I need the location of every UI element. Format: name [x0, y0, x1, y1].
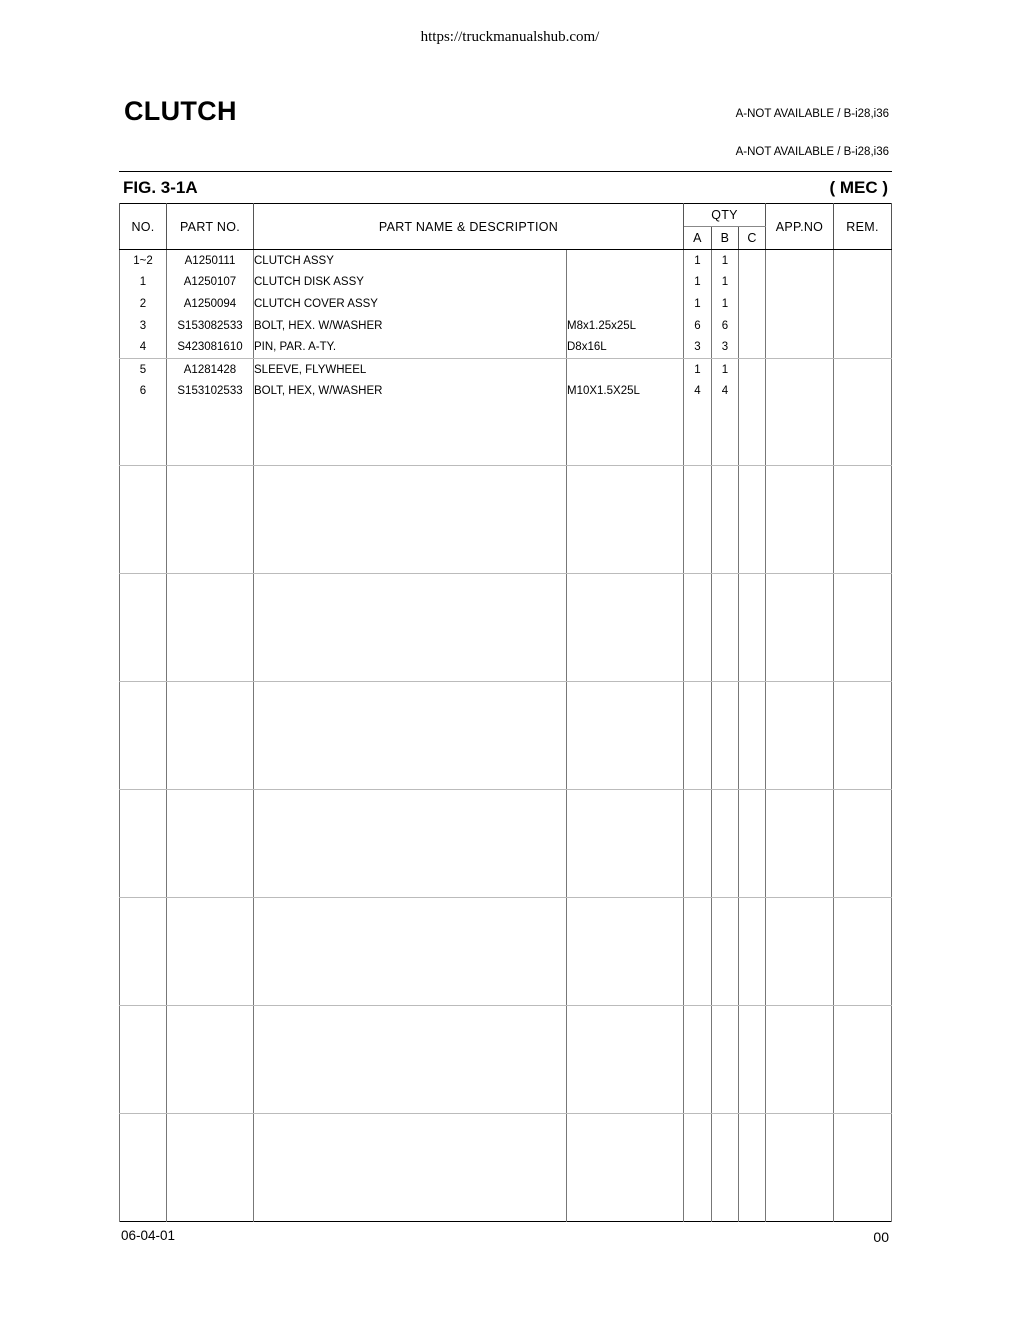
row-spec	[567, 250, 684, 272]
header-rule	[119, 171, 892, 172]
table-row	[120, 358, 892, 380]
table-row	[120, 790, 892, 898]
availability-note-2: A-NOT AVAILABLE / B-i28,i36	[735, 146, 889, 158]
row-part-name: SLEEVE, FLYWHEEL	[254, 358, 567, 380]
table-row	[120, 336, 892, 358]
row-qty-c	[739, 336, 766, 358]
row-rem	[834, 250, 892, 272]
table-row	[120, 1006, 892, 1114]
row-qty-a: 1	[684, 293, 712, 315]
row-qty-b: 1	[712, 358, 739, 380]
row-part-no: A1250111	[167, 250, 254, 272]
header-part-name: PART NAME & DESCRIPTION	[254, 204, 684, 250]
table-row	[120, 1114, 892, 1222]
header-qty: QTY	[684, 204, 766, 227]
header-qty-a: A	[684, 227, 712, 250]
row-part-name: PIN, PAR. A-TY.	[254, 336, 567, 358]
table-row	[120, 466, 892, 574]
row-qty-a: 4	[684, 381, 712, 403]
row-qty-b: 1	[712, 272, 739, 294]
row-part-no: S423081610	[167, 336, 254, 358]
row-app-no	[766, 250, 834, 272]
header-part-no: PART NO.	[167, 204, 254, 250]
header-rem: REM.	[834, 204, 892, 250]
row-app-no	[766, 336, 834, 358]
source-url: https://truckmanualshub.com/	[420, 29, 600, 45]
row-qty-a: 3	[684, 336, 712, 358]
row-qty-c	[739, 315, 766, 337]
row-qty-a: 1	[684, 358, 712, 380]
table-row	[120, 250, 892, 272]
row-spec: M8x1.25x25L	[567, 315, 684, 337]
row-rem	[834, 293, 892, 315]
row-app-no	[766, 381, 834, 403]
row-no: 4	[120, 336, 167, 358]
row-app-no	[766, 293, 834, 315]
row-qty-a: 6	[684, 315, 712, 337]
row-rem	[834, 315, 892, 337]
header-qty-b: B	[712, 227, 739, 250]
table-row	[120, 574, 892, 682]
figure-label: FIG. 3-1A	[123, 178, 198, 197]
footer-page-number: 00	[873, 1229, 889, 1245]
header-no: NO.	[120, 204, 167, 250]
row-spec	[567, 272, 684, 294]
row-qty-c	[739, 250, 766, 272]
table-row	[120, 381, 892, 403]
row-part-no: A1250107	[167, 272, 254, 294]
row-part-no: S153082533	[167, 315, 254, 337]
row-part-no: A1250094	[167, 293, 254, 315]
row-rem	[834, 358, 892, 380]
row-part-name: CLUTCH DISK ASSY	[254, 272, 567, 294]
row-qty-b: 3	[712, 336, 739, 358]
row-spec	[567, 358, 684, 380]
row-qty-b: 4	[712, 381, 739, 403]
row-spec: D8x16L	[567, 336, 684, 358]
row-no: 6	[120, 381, 167, 403]
table-row	[120, 293, 892, 315]
row-qty-c	[739, 358, 766, 380]
row-no: 5	[120, 358, 167, 380]
table-row	[120, 682, 892, 790]
row-part-name: BOLT, HEX, W/WASHER	[254, 381, 567, 403]
row-qty-c	[739, 381, 766, 403]
row-qty-b: 1	[712, 293, 739, 315]
row-part-no: A1281428	[167, 358, 254, 380]
table-row	[120, 898, 892, 1006]
row-no: 1	[120, 272, 167, 294]
row-rem	[834, 272, 892, 294]
table-row	[120, 402, 892, 466]
row-spec	[567, 293, 684, 315]
row-rem	[834, 381, 892, 403]
row-app-no	[766, 272, 834, 294]
row-rem	[834, 336, 892, 358]
row-app-no	[766, 358, 834, 380]
row-no: 2	[120, 293, 167, 315]
header-qty-c: C	[739, 227, 766, 250]
row-part-no: S153102533	[167, 381, 254, 403]
page-title: CLUTCH	[124, 96, 237, 126]
parts-table	[119, 203, 892, 1222]
footer-date: 06-04-01	[121, 1228, 176, 1243]
row-part-name: BOLT, HEX. W/WASHER	[254, 315, 567, 337]
row-qty-a: 1	[684, 250, 712, 272]
row-qty-c	[739, 272, 766, 294]
row-qty-c	[739, 293, 766, 315]
row-no: 1~2	[120, 250, 167, 272]
row-app-no	[766, 315, 834, 337]
table-row	[120, 315, 892, 337]
model-code: ( MEC )	[829, 178, 888, 197]
row-no: 3	[120, 315, 167, 337]
table-row	[120, 272, 892, 294]
row-spec: M10X1.5X25L	[567, 381, 684, 403]
row-qty-a: 1	[684, 272, 712, 294]
header-app-no: APP.NO	[766, 204, 834, 250]
availability-note-1: A-NOT AVAILABLE / B-i28,i36	[735, 108, 889, 120]
row-qty-b: 6	[712, 315, 739, 337]
row-part-name: CLUTCH ASSY	[254, 250, 567, 272]
row-part-name: CLUTCH COVER ASSY	[254, 293, 567, 315]
row-qty-b: 1	[712, 250, 739, 272]
